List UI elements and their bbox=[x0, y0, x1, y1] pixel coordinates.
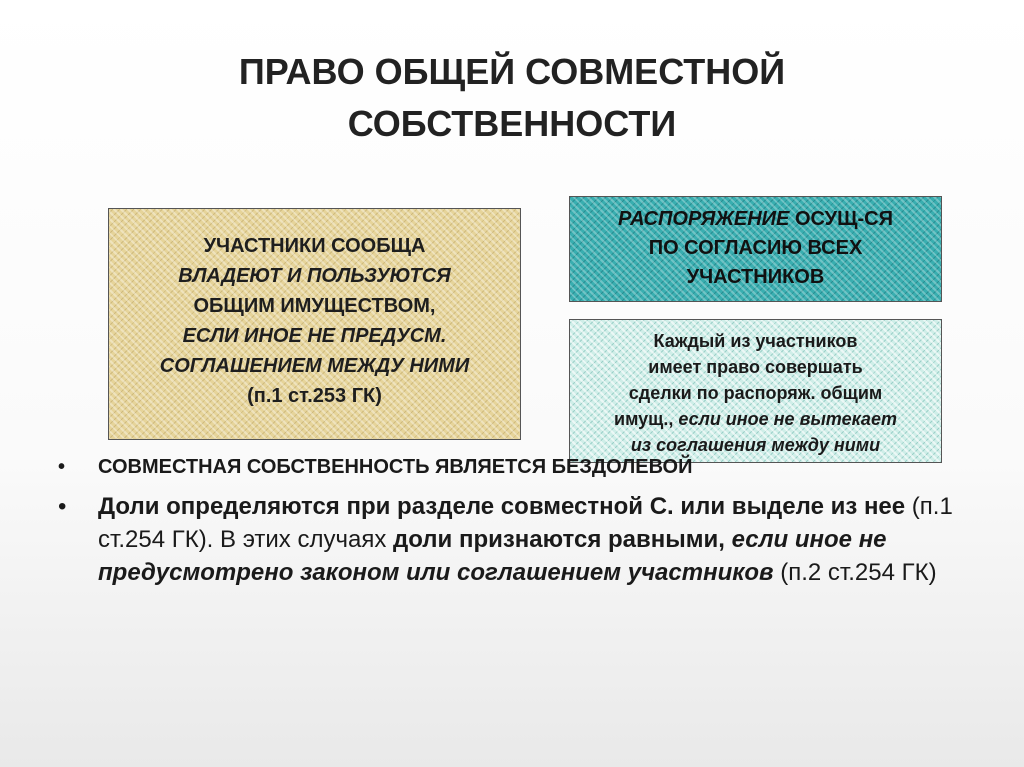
owners-line-6: (п.1 ст.253 ГК) bbox=[247, 385, 382, 407]
bullet-item-2-part-5: (п.2 ст.254 ГК) bbox=[773, 559, 937, 586]
bullet-dot-icon: • bbox=[58, 456, 66, 478]
bullet-item-2 bbox=[58, 490, 958, 589]
bullet-item-1 bbox=[58, 452, 958, 482]
each-line-1: Каждый из участников bbox=[653, 331, 858, 351]
each-line-4-italic: если иное не вытекает bbox=[678, 409, 897, 429]
disposal-line-2: ПО СОГЛАСИЮ ВСЕХ bbox=[648, 237, 863, 259]
bullet-item-1-text: СОВМЕСТНАЯ СОБСТВЕННОСТЬ ЯВЛЯЕТСЯ БЕЗДОЛЕВОЙ bbox=[98, 456, 693, 478]
disposal-keyword: РАСПОРЯЖЕНИЕ bbox=[618, 208, 790, 230]
owners-line-2: ВЛАДЕЮТ И ПОЛЬЗУЮТСЯ bbox=[178, 265, 451, 287]
each-line-3: сделки по распоряж. общим bbox=[628, 383, 883, 403]
disposal-line-1 bbox=[570, 205, 941, 234]
slide-title bbox=[0, 46, 1024, 150]
bullet-dot-icon: • bbox=[58, 493, 67, 520]
bullet-item-2-part-2: (п.1 ст.254 ГК). В этих случаях bbox=[98, 493, 953, 553]
disposal-line-3: УЧАСТНИКОВ bbox=[686, 266, 825, 288]
bullet-item-2-part-1: Доли определяются при разделе совместной С. или выделе из нее bbox=[98, 493, 906, 520]
owners-line-3: ОБЩИМ ИМУЩЕСТВОМ, bbox=[193, 295, 436, 317]
title-line-1: ПРАВО ОБЩЕЙ СОВМЕСТНОЙ bbox=[238, 51, 786, 92]
owners-line-4: ЕСЛИ ИНОЕ НЕ ПРЕДУСМ. bbox=[182, 325, 447, 347]
disposal-line-1-rest: ОСУЩ-СЯ bbox=[789, 208, 893, 230]
bullet-item-2-part-3: доли признаются равными, bbox=[393, 526, 732, 553]
each-line-2: имеет право совершать bbox=[648, 357, 863, 377]
bullet-list bbox=[58, 452, 958, 589]
bullet-item-2-part-4: если иное не предусмотрено законом или соглашением участников bbox=[98, 526, 887, 586]
owners-line-1: УЧАСТНИКИ СООБЩА bbox=[203, 235, 426, 257]
each-line-4 bbox=[570, 406, 941, 432]
disposal-box bbox=[569, 196, 942, 302]
title-line-2: СОБСТВЕННОСТИ bbox=[347, 103, 677, 144]
owners-line-5: СОГЛАШЕНИЕМ МЕЖДУ НИМИ bbox=[159, 355, 470, 377]
each-line-5: из соглашения между ними bbox=[630, 435, 881, 455]
each-line-4-normal: имущ., bbox=[614, 409, 679, 429]
owners-box bbox=[108, 208, 521, 440]
each-participant-box bbox=[569, 319, 942, 463]
